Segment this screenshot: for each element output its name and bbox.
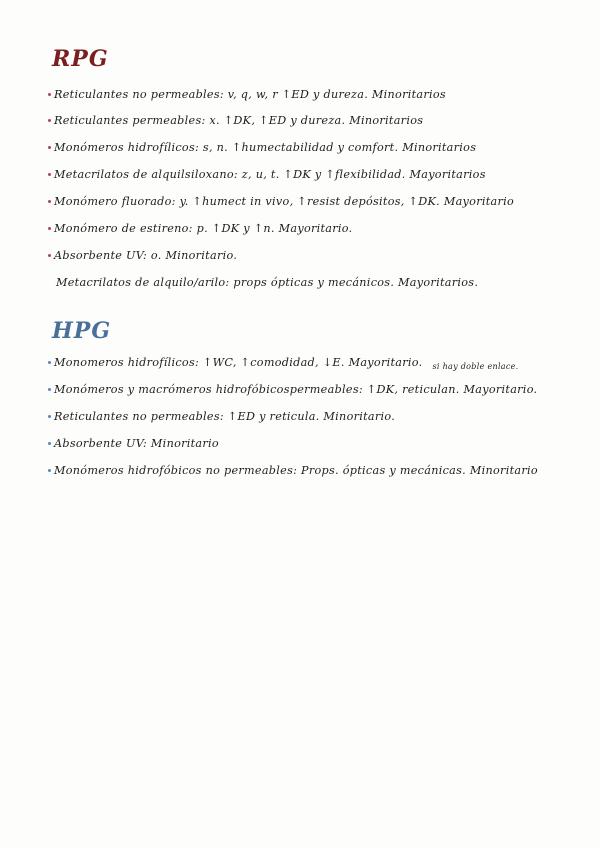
rpg-item-text: Reticulantes permeables: x. ↑DK, ↑ED y dureza. Minoritarios (54, 114, 424, 127)
bullet-icon (48, 227, 51, 230)
bullet-icon (48, 173, 51, 176)
hpg-item-text: Monómeros hidrofóbicos no permeables: Props. ópticas y mecánicas. Minoritario (54, 464, 538, 477)
section-title-hpg: HPG (52, 318, 112, 344)
bullet-icon (48, 415, 51, 418)
rpg-item-text: Monómero fluorado: y. ↑humect in vivo, ↑resist depósitos, ↑DK. Mayoritario (54, 195, 515, 208)
rpg-item-text: Monómeros hidrofílicos: s, n. ↑humectabilidad y comfort. Minoritarios (54, 141, 477, 154)
hpg-item (48, 356, 519, 369)
bullet-icon (48, 469, 51, 472)
rpg-item (48, 195, 514, 208)
bullet-icon (48, 361, 51, 364)
hpg-item (48, 437, 219, 450)
hpg-item (48, 410, 395, 423)
bullet-icon (48, 93, 51, 96)
bullet-icon (48, 119, 51, 122)
rpg-item (48, 168, 486, 181)
rpg-item-text: Metacrilatos de alquilsiloxano: z, u, t. ↑DK y ↑flexibilidad. Mayoritarios (54, 168, 486, 181)
hpg-item-text: Absorbente UV: Minoritario (54, 437, 219, 450)
rpg-item (56, 276, 478, 289)
hpg-item-text: Monómeros y macrómeros hidrofóbicospermeables: ↑DK, reticulan. Mayoritario. (54, 383, 538, 396)
rpg-item-text: Reticulantes no permeables: v, q, w, r ↑ED y dureza. Minoritarios (54, 88, 446, 101)
hpg-item (48, 464, 538, 477)
rpg-item (48, 141, 476, 154)
bullet-icon (48, 146, 51, 149)
bullet-icon (48, 442, 51, 445)
hpg-item-text: Monomeros hidrofílicos: ↑WC, ↑comodidad, ↓E. Mayoritario. (54, 356, 423, 369)
rpg-item-text: Absorbente UV: o. Minoritario. (54, 249, 238, 262)
rpg-item (48, 88, 446, 101)
bullet-icon (48, 254, 51, 257)
bullet-icon (48, 388, 51, 391)
bullet-icon (48, 200, 51, 203)
rpg-item-text: Monómero de estireno: p. ↑DK y ↑n. Mayoritario. (54, 222, 353, 235)
hpg-note: si hay doble enlace. (432, 362, 519, 371)
rpg-item (48, 114, 423, 127)
rpg-item-text: Metacrilatos de alquilo/arilo: props ópticas y mecánicos. Mayoritarios. (56, 276, 479, 289)
hpg-item (48, 383, 537, 396)
section-title-rpg: RPG (52, 46, 109, 72)
hpg-item-text: Reticulantes no permeables: ↑ED y reticula. Minoritario. (54, 410, 396, 423)
rpg-item (48, 249, 237, 262)
rpg-item (48, 222, 353, 235)
